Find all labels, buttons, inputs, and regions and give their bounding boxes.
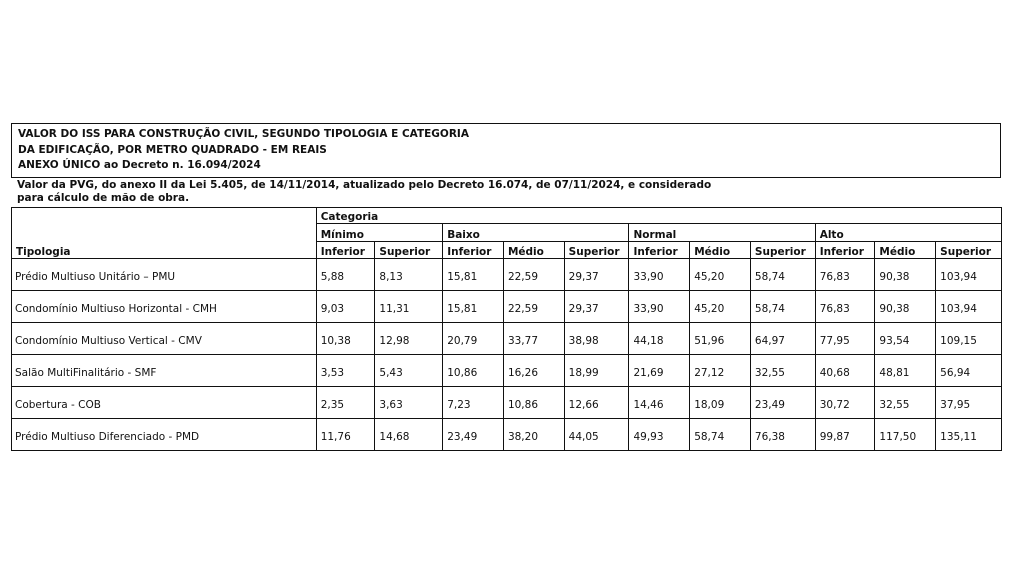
column-header: Superior: [750, 242, 815, 259]
tipologia-cell: Condomínio Multiuso Vertical - CMV: [12, 323, 317, 355]
intro-note: [17, 179, 997, 205]
column-header: Médio: [690, 242, 751, 259]
tipologia-cell: Cobertura - COB: [12, 387, 317, 419]
value-cell: 77,95: [815, 323, 875, 355]
value-cell: 38,20: [503, 419, 564, 451]
group-normal: Normal: [629, 224, 815, 242]
table-row: [12, 323, 1002, 355]
value-cell: 3,63: [375, 387, 443, 419]
value-cell: 93,54: [875, 323, 936, 355]
value-cell: 14,68: [375, 419, 443, 451]
value-cell: 76,38: [750, 419, 815, 451]
tipologia-cell: Salão MultiFinalitário - SMF: [12, 355, 317, 387]
group-baixo: Baixo: [443, 224, 629, 242]
value-cell: 103,94: [936, 259, 1002, 291]
value-cell: 49,93: [629, 419, 690, 451]
value-cell: 38,98: [564, 323, 629, 355]
value-cell: 76,83: [815, 259, 875, 291]
value-cell: 8,13: [375, 259, 443, 291]
value-cell: 76,83: [815, 291, 875, 323]
table-row: [12, 259, 1002, 291]
intro-line-1: Valor da PVG, do anexo II da Lei 5.405, de 14/11/2014, atualizado pelo Decreto 16.074, de 07/11/2024, e considerado: [17, 179, 712, 191]
value-cell: 10,86: [443, 355, 504, 387]
header-title-line-2: DA EDIFICAÇÃO, POR METRO QUADRADO - EM REAIS: [18, 143, 327, 156]
value-cell: 21,69: [629, 355, 690, 387]
column-header: Inferior: [815, 242, 875, 259]
value-cell: 18,09: [690, 387, 751, 419]
value-cell: 45,20: [690, 259, 751, 291]
value-cell: 18,99: [564, 355, 629, 387]
header-row-groups: [12, 224, 1002, 242]
value-cell: 45,20: [690, 291, 751, 323]
value-cell: 90,38: [875, 291, 936, 323]
column-header: Superior: [375, 242, 443, 259]
tipologia-cell: Prédio Multiuso Unitário – PMU: [12, 259, 317, 291]
column-header: Médio: [503, 242, 564, 259]
value-cell: 11,76: [316, 419, 375, 451]
value-cell: 12,98: [375, 323, 443, 355]
categoria-label: Categoria: [316, 208, 1001, 224]
group-minimo: Mínimo: [316, 224, 443, 242]
intro-line-2: para cálculo de mão de obra.: [17, 192, 190, 204]
value-cell: 32,55: [750, 355, 815, 387]
value-cell: 32,55: [875, 387, 936, 419]
value-cell: 27,12: [690, 355, 751, 387]
group-alto: Alto: [815, 224, 1001, 242]
column-header: Inferior: [629, 242, 690, 259]
header-row-categoria: [12, 208, 1002, 224]
value-cell: 48,81: [875, 355, 936, 387]
column-header: Médio: [875, 242, 936, 259]
value-cell: 22,59: [503, 259, 564, 291]
value-cell: 30,72: [815, 387, 875, 419]
tipologia-label: Tipologia: [12, 242, 317, 259]
value-cell: 14,46: [629, 387, 690, 419]
value-cell: 40,68: [815, 355, 875, 387]
value-cell: 58,74: [690, 419, 751, 451]
header-row-columns: [12, 242, 1002, 259]
value-cell: 29,37: [564, 259, 629, 291]
value-cell: 7,23: [443, 387, 504, 419]
value-cell: 3,53: [316, 355, 375, 387]
value-cell: 11,31: [375, 291, 443, 323]
value-cell: 12,66: [564, 387, 629, 419]
value-cell: 56,94: [936, 355, 1002, 387]
table-row: [12, 355, 1002, 387]
value-cell: 15,81: [443, 259, 504, 291]
column-header: Superior: [564, 242, 629, 259]
value-cell: 33,90: [629, 259, 690, 291]
value-cell: 10,86: [503, 387, 564, 419]
table-row: [12, 419, 1002, 451]
column-header: Superior: [936, 242, 1002, 259]
value-cell: 29,37: [564, 291, 629, 323]
value-cell: 16,26: [503, 355, 564, 387]
value-cell: 44,18: [629, 323, 690, 355]
value-cell: 64,97: [750, 323, 815, 355]
value-cell: 22,59: [503, 291, 564, 323]
value-cell: 99,87: [815, 419, 875, 451]
value-cell: 10,38: [316, 323, 375, 355]
table-row: [12, 291, 1002, 323]
table-row: [12, 387, 1002, 419]
column-header: Inferior: [316, 242, 375, 259]
value-cell: 58,74: [750, 291, 815, 323]
value-cell: 44,05: [564, 419, 629, 451]
decree-header: [11, 123, 1001, 178]
value-cell: 37,95: [936, 387, 1002, 419]
value-cell: 135,11: [936, 419, 1002, 451]
tipologia-cell: Prédio Multiuso Diferenciado - PMD: [12, 419, 317, 451]
value-cell: 9,03: [316, 291, 375, 323]
value-cell: 117,50: [875, 419, 936, 451]
value-cell: 5,88: [316, 259, 375, 291]
value-cell: 51,96: [690, 323, 751, 355]
value-cell: 23,49: [443, 419, 504, 451]
value-cell: 103,94: [936, 291, 1002, 323]
iss-values-table: [11, 207, 1002, 451]
value-cell: 2,35: [316, 387, 375, 419]
header-annex-line: ANEXO ÚNICO ao Decreto n. 16.094/2024: [18, 159, 261, 171]
value-cell: 15,81: [443, 291, 504, 323]
column-header: Inferior: [443, 242, 504, 259]
value-cell: 33,90: [629, 291, 690, 323]
value-cell: 5,43: [375, 355, 443, 387]
value-cell: 23,49: [750, 387, 815, 419]
value-cell: 20,79: [443, 323, 504, 355]
value-cell: 109,15: [936, 323, 1002, 355]
value-cell: 33,77: [503, 323, 564, 355]
header-title-line-1: VALOR DO ISS PARA CONSTRUÇÃO CIVIL, SEGUNDO TIPOLOGIA E CATEGORIA: [18, 128, 469, 140]
value-cell: 90,38: [875, 259, 936, 291]
value-cell: 58,74: [750, 259, 815, 291]
tipologia-cell: Condomínio Multiuso Horizontal - CMH: [12, 291, 317, 323]
